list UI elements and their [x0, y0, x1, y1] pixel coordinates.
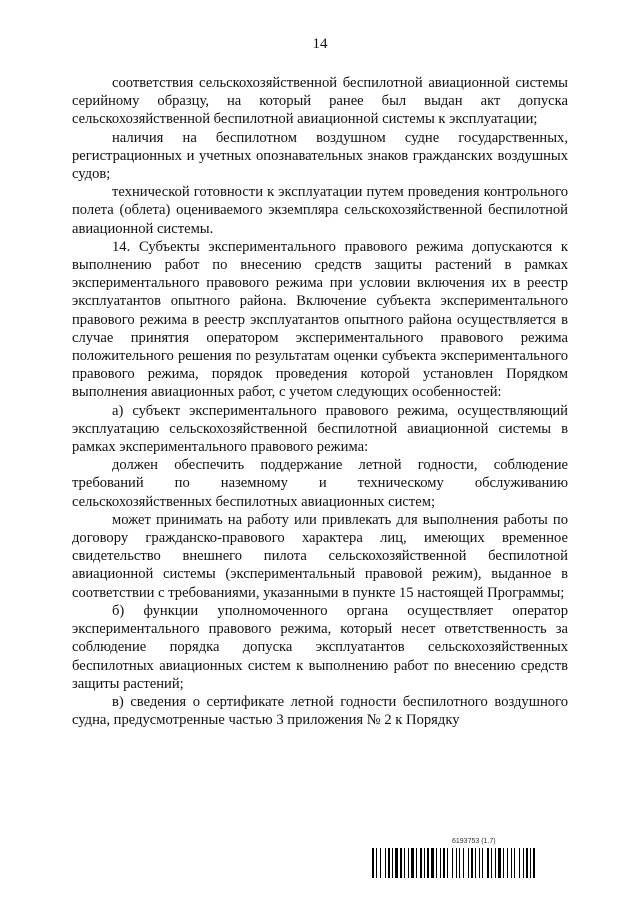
paragraph: б) функции уполномоченного органа осуществляет оператор экспериментального правового режима, который несет ответственность за соблюдение порядка допуска эксплуатантов сельскохозяйственных беспилотных авиационных систем к выполнению работ по внесению средств защиты растений; — [72, 602, 568, 692]
paragraph: технической готовности к эксплуатации путем проведения контрольного полета (облета) оцениваемого экземпляра сельскохозяйственной беспилотной авиационной системы. — [72, 184, 568, 237]
paragraph: соответствия сельскохозяйственной беспилотной авиационной системы серийному образцу, на который ранее был выдан акт допуска сельскохозяйственной беспилотной авиационной системы к эксплуатации; — [72, 75, 568, 128]
document-body — [72, 74, 568, 729]
paragraph: в) сведения о сертификате летной годности беспилотного воздушного судна, предусмотренные частью 3 приложения № 2 к Порядку — [72, 693, 568, 729]
barcode — [372, 848, 570, 878]
paragraph: 14. Субъекты экспериментального правового режима допускаются к выполнению работ по внесению средств защиты растений в рамках экспериментального правового режима при условии включения их в реестр эксплуатантов опытного района. Включение субъекта экспериментального правового режима в реестр эксплуатантов опытного района осуществляется в случае принятия оператором экспериментального правового режима положительного решения по результатам оценки субъекта экспериментального правового режима, порядок проведения которой установлен Порядком выполнения авиационных работ, с учетом следующих особенностей: — [72, 238, 568, 401]
paragraph: должен обеспечить поддержание летной годности, соблюдение требований по наземному и техническому обслуживанию сельскохозяйственных беспилотных авиационных систем; — [72, 457, 568, 510]
page-number: 14 — [312, 36, 328, 52]
paragraph: наличия на беспилотном воздушном судне государственных, регистрационных и учетных опознавательных знаков гражданских воздушных судов; — [72, 129, 568, 183]
paragraph: может принимать на работу или привлекать для выполнения работы по договору гражданско-правового характера лиц, имеющих временное свидетельство внешнего пилота сельскохозяйственной беспилотной авиационной системы (экспериментальный правовой режим), выданное в соответствии с требованиями, указанными в пункте 15 настоящей Программы; — [72, 511, 568, 601]
document-code: 6193753 (1.7) — [452, 838, 496, 845]
paragraph: а) субъект экспериментального правового режима, осуществляющий эксплуатацию сельскохозяйственной беспилотной авиационной системы в рамках экспериментального правового режима: — [72, 402, 568, 456]
